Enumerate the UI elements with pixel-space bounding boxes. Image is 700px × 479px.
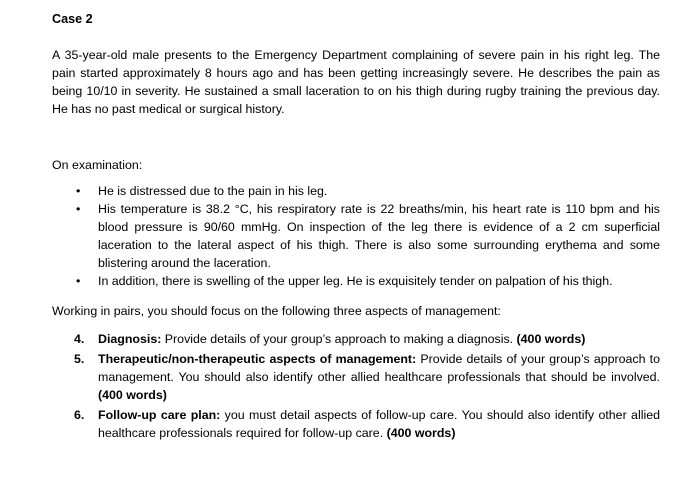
aspect-item-diagnosis — [74, 330, 660, 348]
bullet-icon: • — [76, 184, 81, 198]
examination-item-text: His temperature is 38.2 °C, his respiratory rate is 22 breaths/min, his heart rate is 110 bpm and his blood pressure is 90/60 mmHg. On inspection of the leg there is evidence of a 2 cm superficial laceration to the lateral aspect of his thigh. There is also some surrounding erythema and some blistering around the laceration. — [98, 202, 660, 270]
bullet-icon: • — [76, 202, 81, 216]
examination-item — [76, 272, 660, 290]
aspect-number: 5. — [74, 352, 85, 366]
intro-paragraph: A 35-year-old male presents to the Emergency Department complaining of severe pain in his right leg. The pain started approximately 8 hours ago and has been getting increasingly severe. He describes the pain as being 10/10 in severity. He sustained a small laceration to on his thigh during rugby training the previous day. He has no past medical or surgical history. — [52, 48, 660, 116]
aspect-text: Provide details of your group’s approach to management. You should also identify other allied healthcare professionals that should be involved. — [98, 352, 660, 384]
aspect-item-management — [74, 350, 660, 404]
aspects-list — [52, 330, 660, 442]
aspect-word-count: (400 words) — [516, 332, 586, 346]
aspect-heading: Diagnosis: — [98, 332, 162, 346]
aspect-heading: Follow-up care plan: — [98, 408, 221, 422]
examination-item-text: He is distressed due to the pain in his leg. — [98, 184, 328, 198]
case-title: Case 2 — [52, 12, 93, 26]
aspect-number: 4. — [74, 332, 85, 346]
bullet-icon: • — [76, 274, 81, 288]
aspect-text: you must detail aspects of follow-up care. You should also identify other allied healthcare professionals required for follow-up care. — [98, 408, 660, 440]
examination-list — [52, 182, 660, 290]
aspect-number: 6. — [74, 408, 85, 422]
examination-item — [76, 182, 660, 200]
aspect-word-count: (400 words) — [386, 426, 456, 440]
aspect-item-follow-up — [74, 406, 660, 442]
aspect-word-count: (400 words) — [98, 388, 167, 402]
examination-item-text: In addition, there is swelling of the upper leg. He is exquisitely tender on palpation of his thigh. — [98, 274, 613, 288]
examination-item — [76, 200, 660, 272]
examination-label: On examination: — [52, 158, 143, 172]
working-intro: Working in pairs, you should focus on the following three aspects of management: — [52, 304, 501, 318]
aspect-heading: Therapeutic/non-therapeutic aspects of management: — [98, 352, 417, 366]
aspect-text: Provide details of your group’s approach to making a diagnosis. — [161, 332, 517, 346]
